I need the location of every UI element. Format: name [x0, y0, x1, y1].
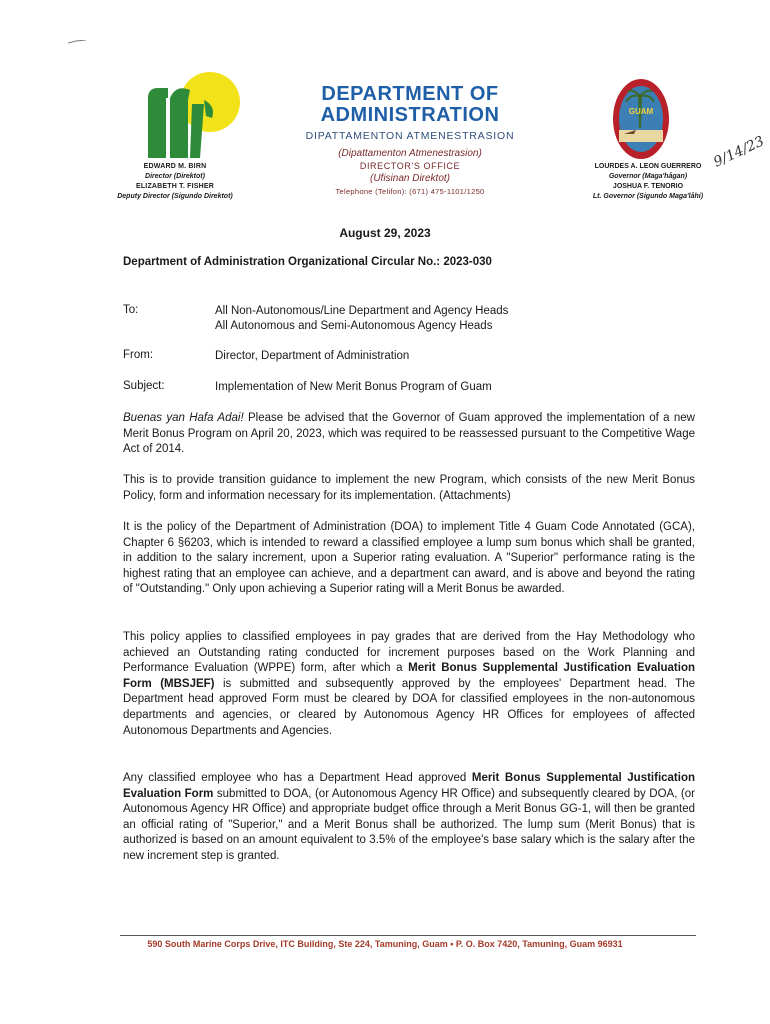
doa-logo-icon [146, 70, 246, 160]
governor-name: LOURDES A. LEON GUERRERO [594, 163, 702, 170]
merit-bonus-form-name: Merit Bonus Supplemental Justification Evaluation Form [123, 772, 696, 800]
lt-governor-title: Lt. Governor (Sigundo Maga'låhi) [592, 193, 704, 200]
from-label: From: [123, 349, 154, 361]
paragraph-5-text-b: submitted to DOA, (or Autonomous Agency HR Office) and subsequently cleared by DOA, (or Autonomous Agency HR Office) and appropriate budget office through a Merit Bonus GG-1, will then be granted an official rating of "Superior," and a Merit Bonus shall be authorized. The lump sum (Merit Bonus) that is authorized is based on an amount equivalent to 3.5% of the employee's base salary which is the salary after the new increment step is granted. [123, 787, 695, 862]
footer-address: 590 South Marine Corps Drive, ITC Building, Ste 224, Tamuning, Guam • P. O. Box 7420, Tamuning, Guam 96931 [147, 939, 623, 949]
governor-title: Governor (Maga'hågan) [608, 173, 688, 180]
paragraph-1-text: Please be advised that the Governor of Guam approved the implementation of a new Merit Bonus Program on April 20, 2023, which was required to be reassessed pursuant to the Competitive Wage Act of 2014. [123, 412, 695, 456]
paragraph-1 [123, 411, 695, 458]
greeting: Buenas yan Hafa Adai! [123, 412, 244, 424]
paragraph-4-text-a: This policy applies to classified employees in pay grades that are derived from the Hay Methodology who achieved an Outstanding rating conducted for increment purposes based on the Work Planning and Performance Evaluation (WPPE) form, after which a [123, 631, 695, 675]
to-line-1: All Non-Autonomous/Line Department and Agency Heads [215, 305, 509, 317]
department-title-line2: ADMINISTRATION [320, 104, 500, 126]
subject-label: Subject: [123, 380, 165, 392]
department-heading [300, 84, 520, 196]
department-title-line1: DEPARTMENT OF [321, 83, 499, 105]
deputy-director-title: Deputy Director (Sigundo Direktot) [117, 193, 233, 200]
left-officials [100, 162, 250, 202]
director-name: EDWARD M. BIRN [143, 163, 207, 170]
to-recipients [215, 304, 508, 334]
memo-date: August 29, 2023 [339, 226, 431, 240]
subject-value: Implementation of New Merit Bonus Program of Guam [215, 381, 492, 393]
paragraph-3: It is the policy of the Department of Administration (DOA) to implement Title 4 Guam Code Annotated (GCA), Chapter 6 §6203, which is intended to reward a classified employee a lump sum bonus which shall be granted, in addition to the salary increment, upon a Superior rating evaluation. A "Superior" performance rating is the highest rating that an employee can achieve, and a department can award, and is above and beyond the rating of "Outstanding." Only upon achieving a Superior rating will a Merit Bonus be awarded. [123, 521, 695, 596]
deputy-director-name: ELIZABETH T. FISHER [135, 183, 215, 190]
department-chamorro-name: DIPATTAMENTON ATMENESTRASION [305, 130, 515, 142]
director-title: Director (Direktot) [145, 173, 205, 180]
from-value: Director, Department of Administration [215, 350, 410, 362]
paragraph-2: This is to provide transition guidance to implement the new Program, which consists of the new Merit Bonus Policy, form and information necessary for its implementation. (Attachments) [123, 474, 695, 502]
office-name: DIRECTOR'S OFFICE [359, 161, 461, 171]
circular-number: Department of Administration Organizational Circular No.: 2023-030 [123, 256, 492, 268]
seal-text: GUAM [628, 107, 654, 116]
paragraph-4 [123, 630, 695, 739]
paragraph-5-text-a: Any classified employee who has a Department Head approved [123, 772, 472, 784]
lt-governor-name: JOSHUA F. TENORIO [612, 183, 684, 190]
office-phone: Telephone (Telifon): (671) 475-1101/1250 [335, 187, 485, 196]
to-label: To: [123, 304, 139, 316]
paragraph-4-text-b: is submitted and subsequently approved by the employees' Department head. The Department head approved Form must be cleared by DOA for classified employees in the non-autonomous departments and agencies, or cleared by Autonomous Agency HR Offices for employees of affected Autonomous Departments and Agencies. [123, 677, 695, 737]
handwritten-initials: 9/14/23 [711, 133, 767, 171]
to-line-2: All Autonomous and Semi-Autonomous Agency Heads [215, 320, 493, 332]
mbsjef-form-name: Merit Bonus Supplemental Justification Evaluation Form (MBSJEF) [123, 662, 695, 690]
department-chamorro-paren: (Dipattamenton Atmenestrasion) [338, 148, 482, 159]
paragraph-5 [123, 771, 695, 865]
footer-divider [120, 935, 696, 936]
scan-mark [68, 40, 86, 44]
seal-label [612, 78, 670, 160]
office-chamorro: (Ufisinan Direktot) [369, 173, 451, 184]
right-officials [578, 162, 718, 202]
